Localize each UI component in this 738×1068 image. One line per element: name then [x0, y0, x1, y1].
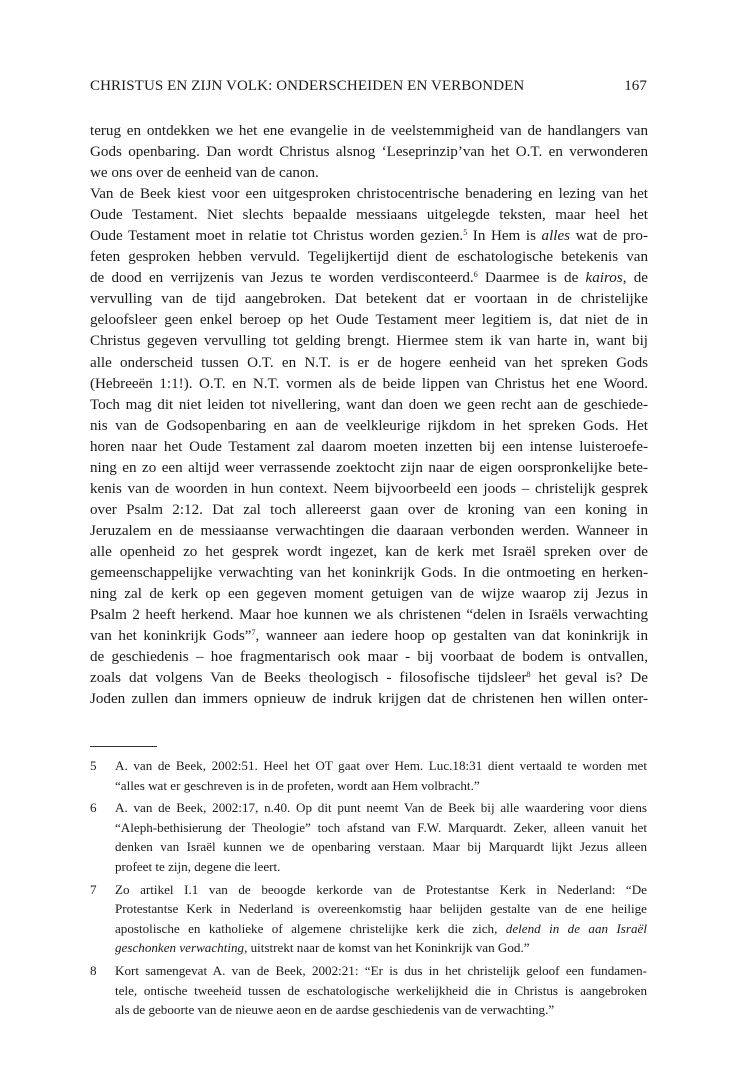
footnote-line: “Aleph-bethisierung der Theologie” toch afstand van F.W. Marquardt. Zeker, alleen vanuit het: [115, 819, 647, 835]
footnote-line: Protestantse Kerk in Nederland is overeenkomstig haar belijden gestalte van de ene heilige: [115, 901, 647, 917]
text-line: feten gesproken hebben vervuld. Tegelijkertijd dient de eschatologische betekenis van: [90, 249, 648, 266]
text-line: ning zal de kerk op een gegeven moment getuigen van de wijze waarop zij Jezus in: [90, 586, 648, 603]
footnote-line: denken van Israël kunnen we de openbaring verstaan. Maar bij Marquardt lijkt Jezus alleen: [115, 839, 647, 855]
footnote-number: 7: [90, 881, 97, 897]
page-number: 167: [624, 78, 647, 94]
footnote: [90, 798, 647, 876]
text-line: terug en ontdekken we het ene evangelie in de veelstemmigheid van de handlangers van: [90, 123, 648, 139]
footnote-line: apostolische en katholieke of algemene christelijke kerk die zich, delend in de aan Israël: [115, 920, 647, 936]
footnote-number: 8: [90, 962, 97, 978]
emphasis: geschonken verwachting: [115, 940, 245, 956]
text-line: nis van de Godsopenbaring en aan de veelkleurige rijkdom in het spreken Gods. Het: [90, 417, 648, 434]
footnotes: [90, 756, 647, 1023]
footnote-line: tele, ontische tweeheid tussen de eschatologische werkelijkheid die in Christus is aangebroken: [115, 982, 647, 998]
footnote: [90, 880, 647, 958]
text-line: gemeenschappelijke verwachting van het koninkrijk Gods. In die ontmoeting en herken-: [90, 564, 648, 581]
text-line: (Hebreeën 1:1!). O.T. en N.T. vormen als de beide lippen van Christus het ene Woord.: [90, 375, 648, 392]
footnote-line: profeet te zijn, degene die leert.: [115, 858, 281, 874]
text-line: Oude Testament moet in relatie tot Christus worden gezien.$^5$ In Hem is alles wat de pro-: [90, 228, 648, 245]
text-line: horen naar het Oude Testament zal daarom moeten inzetten bij een intense luisteroefe-: [90, 438, 648, 455]
footnote-line: geschonken verwachting, uitstrekt naar de komst van het Koninkrijk van God.”: [115, 940, 530, 956]
text-line: Gods openbaring. Dan wordt Christus alsnog ‘Leseprinzip’van het O.T. en verwonderen: [90, 144, 648, 161]
emphasis: alles: [541, 228, 571, 245]
text-line: Christus gegeven vervulling tot gelding brengt. Hiermee stem ik van harte in, want bij: [90, 333, 648, 350]
text-line: Psalm 2 heeft herkend. Maar hoe kunnen we als christenen “delen in Israëls verwachting: [90, 607, 648, 624]
footnote-number: 5: [90, 758, 97, 773]
footnote-line: A. van de Beek, 2002:51. Heel het OT gaat over Hem. Luc.18:31 dient vertaald te worden met: [115, 758, 647, 773]
footnote-line: “alles wat er geschreven is in de profeten, wordt aan Hem volbracht.”: [115, 777, 480, 793]
text-line: kenis van de woorden in hun context. Neem bijvoorbeeld een joods – christelijk gesprek: [90, 480, 648, 497]
text-line: over Psalm 2:12. Dat zal toch allereerst gaan over de kroning van een koning in: [90, 501, 648, 518]
text-line: alle onderscheid tussen O.T. en N.T. is er de hogere eenheid van het spreken Gods: [90, 354, 648, 371]
text-line: de geschiedenis – hoe fragmentarisch ook maar - bij voorbaat de bodem is ontvallen,: [90, 649, 648, 666]
footnote-line: Kort samengevat A. van de Beek, 2002:21: “Er is dus in het christelijk geloof een fundamen-: [115, 962, 647, 978]
footnote: [90, 961, 647, 1020]
text-line: Oude Testament. Niet slechts bepaalde messiaans uitgelegde teksten, maar heel het: [90, 207, 648, 224]
emphasis: kairos: [585, 270, 623, 287]
footnote: [90, 756, 647, 795]
text-line: alle openheid zo het gesprek wordt ingezet, kan de kerk met Israël spreken over de: [90, 543, 648, 560]
footnote-ref: 8: [526, 670, 531, 680]
text-line: Toch mag dit niet leiden tot nivellering, want dan doen we geen recht aan de geschiede-: [90, 396, 648, 413]
text-line: vervulling van de tijd aangebroken. Dat betekent dat er voortaan in de christelijke: [90, 291, 648, 308]
footnote-number: 6: [90, 800, 97, 816]
running-title: CHRISTUS EN ZIJN VOLK: ONDERSCHEIDEN EN VERBONDEN: [90, 78, 525, 94]
footnote-line: A. van de Beek, 2002:17, n.40. Op dit punt neemt Van de Beek bij alle waardering voor diens: [115, 800, 647, 816]
footnote-ref: 7: [251, 628, 256, 638]
footnote-ref: 6: [473, 270, 478, 280]
text-line: van het koninkrijk Gods”$^7$, wanneer aan iedere hoop op gestalten van dat koninkrijk in: [90, 628, 648, 645]
text-line: ning en zo een altijd weer verrassende zoektocht zijn naar de eigen oorspronkelijke bete-: [90, 459, 648, 476]
text-line: we ons over de eenheid van de canon.: [90, 165, 319, 182]
main-text: [90, 121, 648, 710]
text-line: Joden zullen dan immers opnieuw de indruk krijgen dat de christenen hen willen onter-: [90, 691, 648, 708]
text-line: de dood en verrijzenis van Jezus te worden verdisconteerd.$^6$ Daarmee is de kairos, de: [90, 270, 648, 287]
footnote-ref: 5: [463, 228, 468, 238]
text-line: Jeruzalem en de messiaanse verwachtingen die daaraan verbonden werden. Wanneer in: [90, 522, 648, 539]
text-line: Van de Beek kiest voor een uitgesproken christocentrische benadering en lezing van het: [90, 186, 648, 203]
footnote-separator: [90, 746, 157, 747]
text-line: zoals dat volgens Van de Beeks theologisch - filosofische tijdsleer$^8$ het geval is? De: [90, 670, 648, 687]
text-line: geloofsleer geen enkel beroep op het Oude Testament meer legitiem is, dat niet de in: [90, 312, 648, 329]
footnote-line: als de geboorte van de nieuwe aeon en de aardse geschiedenis van de verwachting.”: [115, 1002, 555, 1018]
footnote-line: Zo artikel I.1 van de beoogde kerkorde van de Protestantse Kerk in Nederland: “De: [115, 881, 647, 897]
emphasis: delend in de aan Israël: [505, 920, 647, 936]
